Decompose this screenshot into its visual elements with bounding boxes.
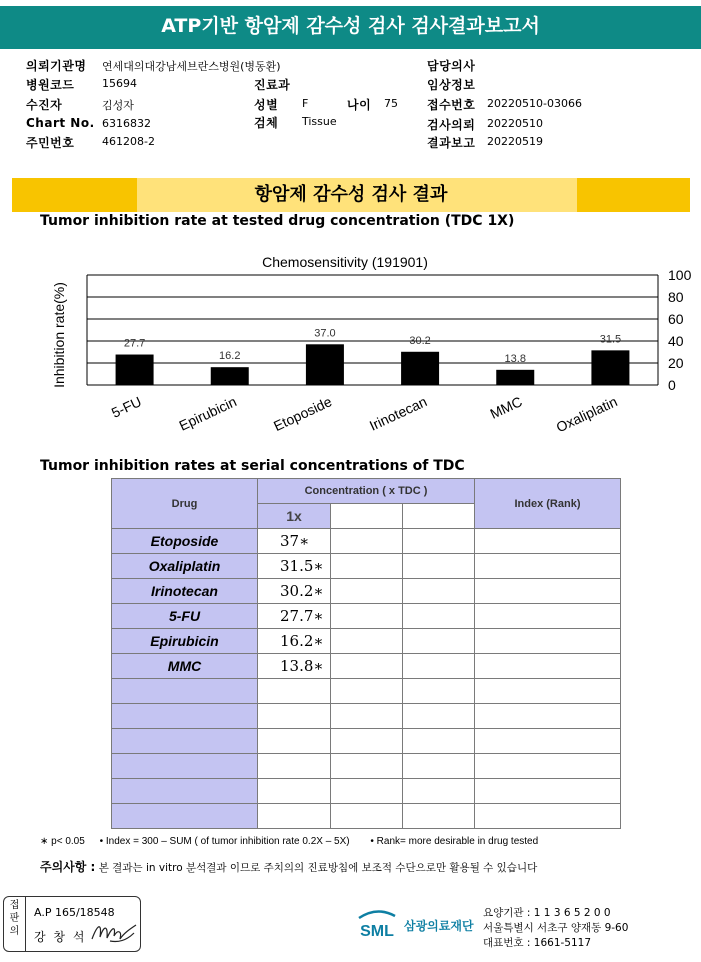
chart-bar — [116, 355, 154, 385]
chart-y-tick-label: 100 — [668, 267, 692, 283]
chart-y-tick-label: 0 — [668, 377, 676, 393]
empty-cell — [475, 554, 621, 579]
empty-cell — [331, 654, 403, 679]
org-name: 삼광의료재단 — [404, 919, 474, 933]
report-date-label: 결과보고 — [427, 136, 476, 150]
empty-cell — [403, 554, 475, 579]
table-row — [112, 604, 621, 629]
chart-x-tick-label: MMC — [487, 393, 525, 422]
empty-cell — [403, 729, 475, 754]
empty-cell — [258, 804, 331, 829]
table-heading: Tumor inhibition rates at serial concentrations of TDC — [40, 458, 465, 474]
chart-bars — [116, 344, 630, 385]
empty-cell — [331, 629, 403, 654]
p-value-note: ∗ p< 0.05 — [40, 836, 85, 847]
drug-name: MMC — [112, 654, 258, 679]
table-row — [112, 704, 621, 729]
request-date-label: 검사의뢰 — [427, 118, 476, 132]
section-title: 항암제 감수성 검사 결과 — [254, 184, 448, 205]
chart-x-tick-label: Oxaliplatin — [553, 393, 620, 436]
chart-y-tick-label: 60 — [668, 311, 684, 327]
tdc-1x-value: 27.7∗ — [258, 604, 331, 629]
tdc-empty-header — [403, 504, 475, 529]
empty-cell — [331, 554, 403, 579]
chart-value-label: 31.5 — [599, 333, 622, 346]
drug-name: Etoposide — [112, 529, 258, 554]
empty-cell — [403, 804, 475, 829]
patient-label: 수진자 — [26, 98, 63, 112]
empty-cell — [331, 779, 403, 804]
empty-cell — [331, 804, 403, 829]
sex-value: F — [302, 97, 309, 110]
empty-cell — [258, 704, 331, 729]
chart-x-tick-label: Epirubicin — [176, 393, 240, 434]
empty-cell — [475, 679, 621, 704]
license-number: A.P 165/18548 — [34, 906, 115, 919]
receipt-no-label: 접수번호 — [427, 98, 476, 112]
table-row — [112, 729, 621, 754]
empty-cell — [331, 579, 403, 604]
empty-cell — [331, 754, 403, 779]
caution-text: 본 결과는 in vitro 분석결과 이므로 주치의의 진료방침에 보조적 수단으로만 활용될 수 있습니다 — [98, 862, 538, 874]
table-row — [112, 629, 621, 654]
chart-value-label: 13.8 — [504, 352, 526, 365]
chart-y-axis-label: Inhibition rate(%) — [51, 282, 67, 388]
chart-no-value: 6316832 — [102, 117, 151, 130]
chart-y-tick-label: 40 — [668, 333, 684, 349]
tdc-1x-value: 16.2∗ — [258, 629, 331, 654]
org-address: 서울특별시 서초구 양재동 9-60 — [483, 922, 629, 934]
index-header: Index (Rank) — [475, 479, 621, 529]
caution-label: 주의사항 : — [40, 860, 96, 874]
chart-value-label: 30.2 — [409, 334, 431, 347]
empty-cell — [403, 579, 475, 604]
drug-name: Epirubicin — [112, 629, 258, 654]
institution-code: 요양기관 : 1 1 3 6 5 2 0 0 — [483, 907, 611, 919]
sml-logo-icon — [356, 906, 398, 942]
empty-drug-cell — [112, 704, 258, 729]
chart-heading: Tumor inhibition rate at tested drug concentration (TDC 1X) — [40, 213, 515, 229]
chart-value-label: 16.2 — [219, 350, 241, 363]
drug-header: Drug — [112, 479, 258, 529]
empty-cell — [475, 604, 621, 629]
empty-cell — [258, 754, 331, 779]
hospital-code-label: 병원코드 — [26, 78, 75, 92]
tdc-1x-value: 37∗ — [258, 529, 331, 554]
empty-cell — [258, 679, 331, 704]
drug-name: Irinotecan — [112, 579, 258, 604]
table-row — [112, 579, 621, 604]
empty-cell — [475, 729, 621, 754]
empty-drug-cell — [112, 804, 258, 829]
patient-value: 김성자 — [102, 99, 134, 112]
footnotes — [40, 836, 538, 847]
chart-title: Chemosensitivity (191901) — [262, 254, 428, 270]
age-value: 75 — [384, 97, 398, 110]
empty-cell — [475, 629, 621, 654]
signature-side-label: 접 판 의 — [4, 897, 26, 951]
empty-cell — [258, 729, 331, 754]
table-row — [112, 654, 621, 679]
empty-drug-cell — [112, 729, 258, 754]
chart-x-tick-label: 5-FU — [108, 393, 144, 421]
empty-cell — [331, 529, 403, 554]
empty-drug-cell — [112, 779, 258, 804]
chart-x-tick-labels — [109, 393, 620, 435]
chart-value-label: 37.0 — [314, 327, 336, 340]
empty-cell — [403, 779, 475, 804]
hospital-code-value: 15694 — [102, 77, 137, 90]
caution-note — [40, 858, 537, 875]
empty-drug-cell — [112, 679, 258, 704]
signature-box — [3, 896, 141, 952]
institution-value: 연세대의대강남세브란스병원(병동환) — [102, 60, 281, 73]
table-row — [112, 754, 621, 779]
chart-y-ticks — [668, 267, 692, 393]
empty-cell — [331, 679, 403, 704]
tdc-1x-header: 1x — [258, 504, 331, 529]
empty-cell — [403, 604, 475, 629]
tdc-1x-value: 13.8∗ — [258, 654, 331, 679]
table-row — [112, 529, 621, 554]
id-no-value: 461208-2 — [102, 135, 155, 148]
table-row — [112, 554, 621, 579]
empty-cell — [475, 804, 621, 829]
chart-value-label: 27.7 — [123, 337, 146, 350]
tdc-empty-header — [331, 504, 403, 529]
org-phone: 대표번호 : 1661-5117 — [483, 937, 592, 949]
request-date-value: 20220510 — [487, 117, 543, 130]
id-no-label: 주민번호 — [26, 136, 75, 150]
receipt-no-value: 20220510-03066 — [487, 97, 582, 110]
empty-cell — [475, 704, 621, 729]
empty-cell — [403, 679, 475, 704]
empty-cell — [403, 529, 475, 554]
empty-cell — [475, 579, 621, 604]
age-label: 나이 — [347, 98, 372, 112]
drug-name: Oxaliplatin — [112, 554, 258, 579]
empty-cell — [331, 604, 403, 629]
empty-cell — [403, 754, 475, 779]
empty-cell — [475, 754, 621, 779]
department-label: 진료과 — [254, 78, 291, 92]
index-definition: • Index = 300 – SUM ( of tumor inhibition rate 0.2X – 5X) — [99, 836, 350, 847]
empty-cell — [475, 779, 621, 804]
chart-bar — [496, 370, 534, 385]
sml-logo-text: SML — [360, 923, 394, 940]
institution-label: 의뢰기관명 — [26, 59, 87, 73]
chart-gridlines — [87, 275, 658, 385]
doctor-label: 담당의사 — [427, 59, 476, 73]
chart-x-tick-label: Etoposide — [270, 393, 335, 435]
sex-label: 성별 — [254, 98, 279, 112]
chart-y-tick-label: 80 — [668, 289, 684, 305]
chemosensitivity-chart — [0, 240, 701, 450]
empty-cell — [331, 704, 403, 729]
report-title: ATP기반 항암제 감수성 검사 검사결과보고서 — [0, 6, 701, 46]
chart-bar — [306, 344, 344, 385]
empty-cell — [403, 654, 475, 679]
empty-cell — [331, 729, 403, 754]
rank-definition: • Rank= more desirable in drug tested — [370, 836, 539, 847]
empty-cell — [403, 704, 475, 729]
empty-cell — [258, 779, 331, 804]
header-divider — [0, 46, 701, 49]
table-row — [112, 679, 621, 704]
concentration-header: Concentration ( x TDC ) — [258, 479, 475, 504]
drug-name: 5-FU — [112, 604, 258, 629]
chart-x-tick-label: Irinotecan — [366, 393, 430, 434]
empty-cell — [475, 654, 621, 679]
chart-bar — [211, 367, 249, 385]
empty-drug-cell — [112, 754, 258, 779]
chart-no-label: Chart No. — [26, 116, 95, 130]
table-row — [112, 779, 621, 804]
table-row — [112, 804, 621, 829]
chart-value-labels — [124, 327, 621, 365]
chart-bar — [401, 352, 439, 385]
report-date-value: 20220519 — [487, 135, 543, 148]
clinical-label: 임상정보 — [427, 78, 476, 92]
specimen-label: 검체 — [254, 116, 279, 130]
chart-y-tick-label: 20 — [668, 355, 684, 371]
specimen-value: Tissue — [302, 115, 337, 128]
tdc-1x-value: 30.2∗ — [258, 579, 331, 604]
empty-cell — [475, 529, 621, 554]
handwritten-signature — [90, 919, 140, 945]
chart-bar — [591, 350, 629, 385]
tdc-1x-value: 31.5∗ — [258, 554, 331, 579]
pathologist-name: 강 창 석 — [34, 930, 87, 944]
empty-cell — [403, 629, 475, 654]
results-table — [111, 478, 621, 829]
